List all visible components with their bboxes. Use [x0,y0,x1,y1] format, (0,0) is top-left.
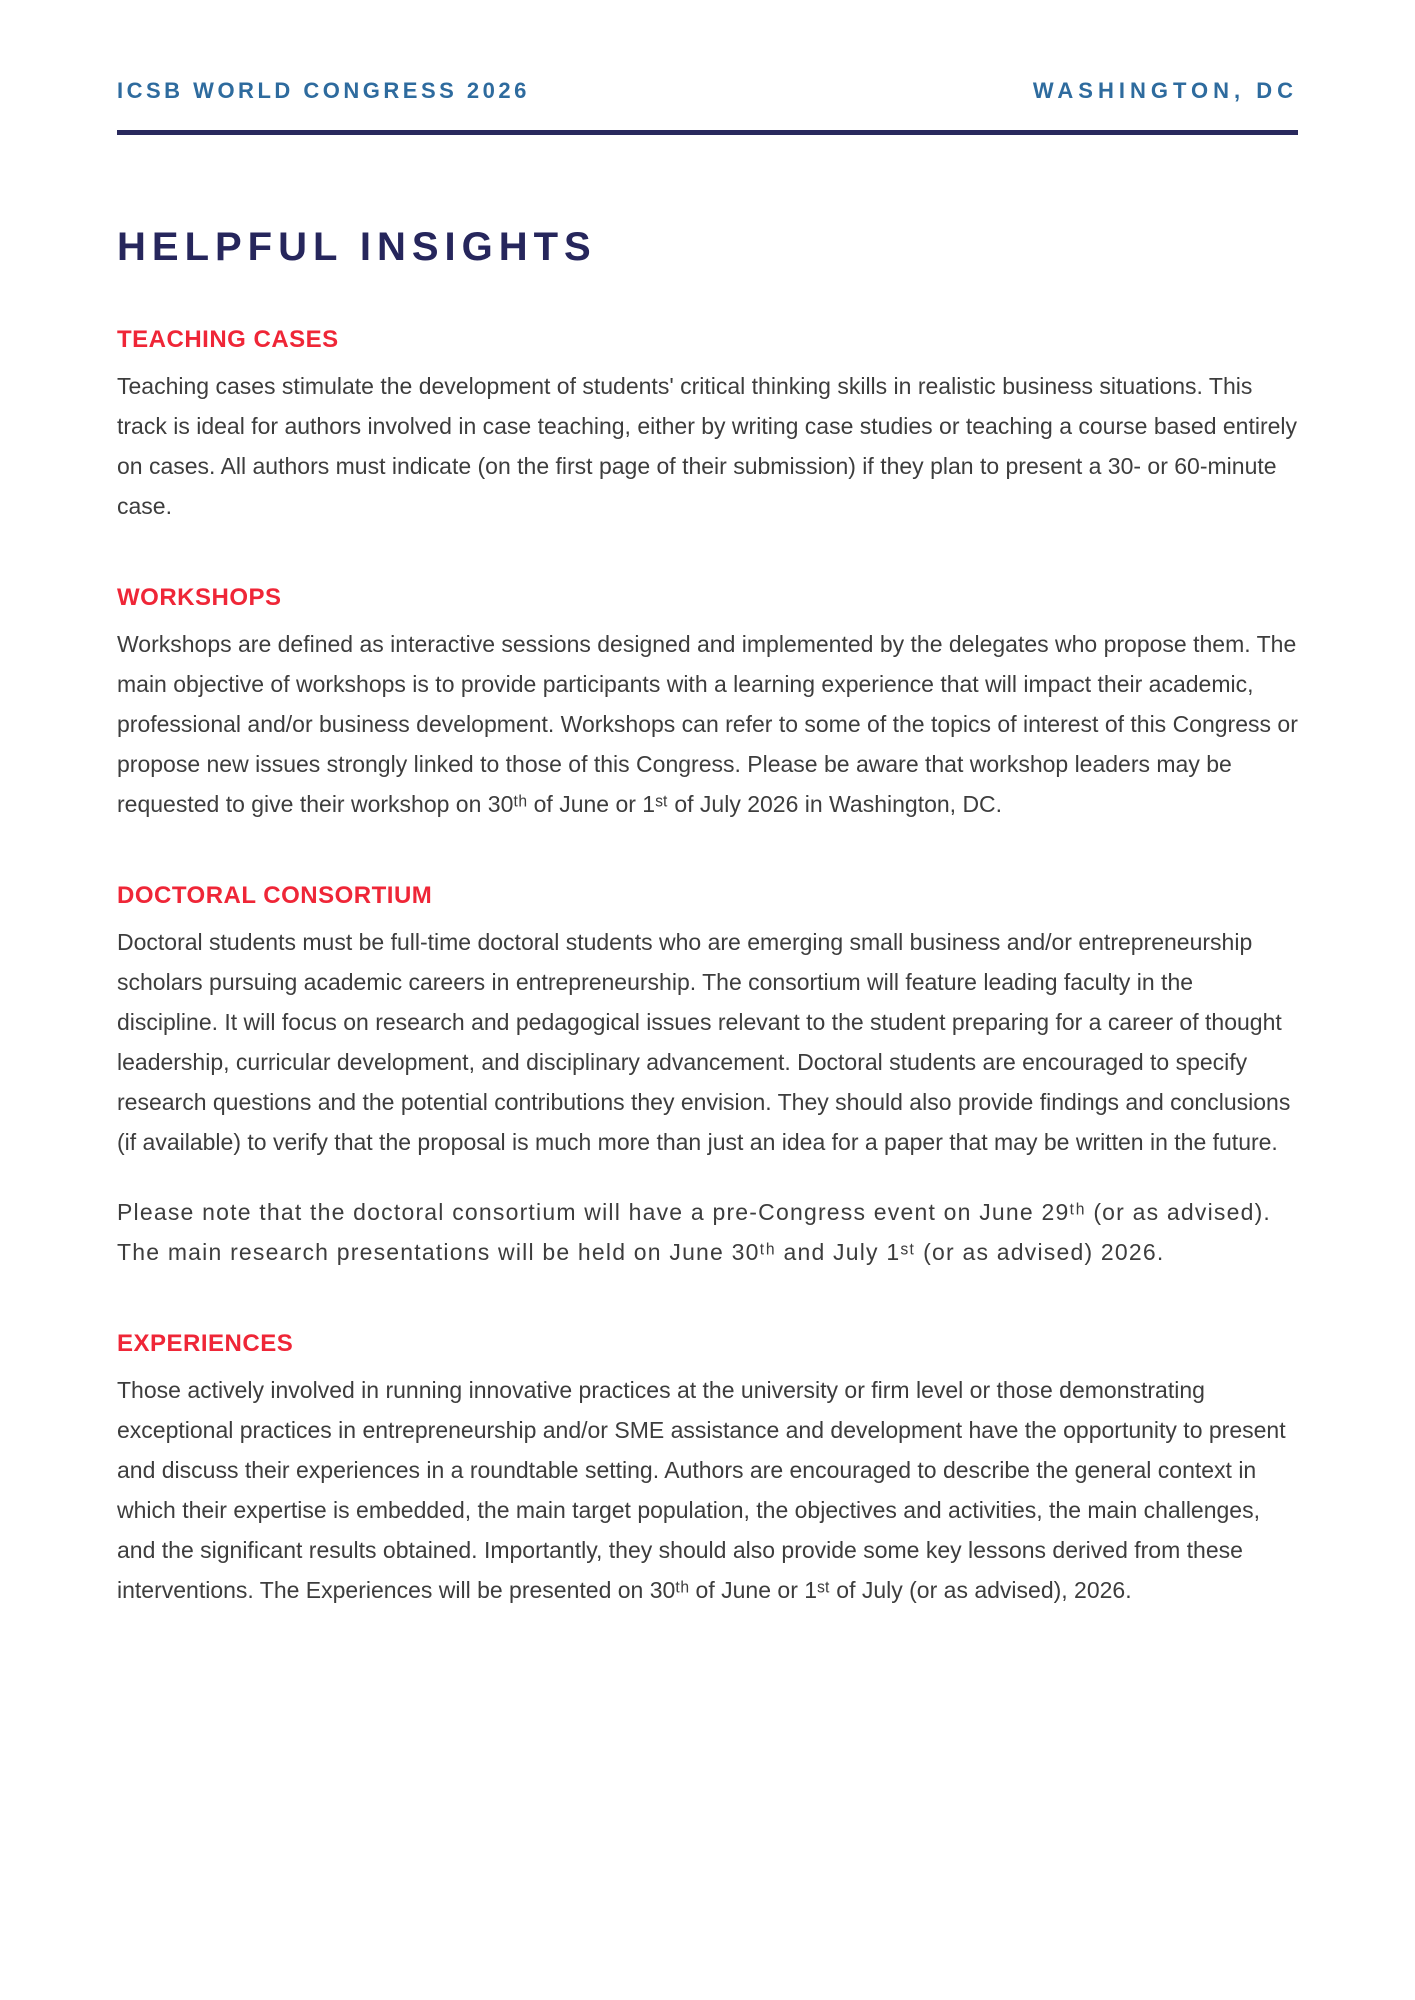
teaching-cases-paragraph: Teaching cases stimulate the development of students' critical thinking skills in realistic business situations. This track is ideal for authors involved in case teaching, either by writing case studies or teaching a course based entirely on cases. All authors must indicate (on the first page of their submission) if they plan to present a 30- or 60-minute case. [117,373,1298,519]
experiences-paragraph: Those actively involved in running innovative practices at the university or firm level or those demonstrating exceptional practices in entrepreneurship and/or SME assistance and development have the opportunity to present and discuss their experiences in a roundtable setting. Authors are encouraged to describe the general context in which their expertise is embedded, the main target population, the objectives and activities, the main challenges, and the significant results obtained. Importantly, they should also provide some key lessons derived from these interventions. The Experiences will be presented on 30ᵗʰ of June or 1ˢᵗ of July (or as advised), 2026. [117,1377,1286,1603]
teaching-cases-heading: TEACHING CASES [117,326,339,353]
workshops-heading: WORKSHOPS [117,584,282,611]
section-teaching-cases [117,326,1298,526]
section-experiences [117,1330,1298,1610]
doctoral-consortium-heading: DOCTORAL CONSORTIUM [117,882,433,909]
workshops-paragraph: Workshops are defined as interactive sessions designed and implemented by the delegates who propose them. The main objective of workshops is to provide participants with a learning experience that will impact their academic, professional and/or business development. Workshops can refer to some of the topics of interest of this Congress or propose new issues strongly linked to those of this Congress. Please be aware that workshop leaders may be requested to give their workshop on 30ᵗʰ of June or 1ˢᵗ of July 2026 in Washington, DC. [117,631,1298,817]
congress-name: ICSB WORLD CONGRESS 2026 [117,78,530,103]
doctoral-consortium-paragraph-1: Doctoral students must be full-time doctoral students who are emerging small business and/or entrepreneurship scholars pursuing academic careers in entrepreneurship. The consortium will feature leading faculty in the discipline. It will focus on research and pedagogical issues relevant to the student preparing for a career of thought leadership, curricular development, and disciplinary advancement. Doctoral students are encouraged to specify research questions and the potential contributions they envision. They should also provide findings and conclusions (if available) to verify that the proposal is much more than just an idea for a paper that may be written in the future. [117,929,1291,1155]
section-doctoral-consortium [117,882,1298,1272]
experiences-heading: EXPERIENCES [117,1330,294,1357]
page-header [117,78,1298,104]
header-divider [117,130,1298,135]
page-title: HELPFUL INSIGHTS [117,225,597,269]
section-workshops [117,584,1298,824]
congress-location: WASHINGTON, DC [1032,78,1298,103]
doctoral-consortium-paragraph-2: Please note that the doctoral consortium will have a pre-Congress event on June 29ᵗʰ (or as advised). The main research presentations will be held on June 30ᵗʰ and July 1ˢᵗ (or as advised) 2026. [117,1199,1272,1265]
